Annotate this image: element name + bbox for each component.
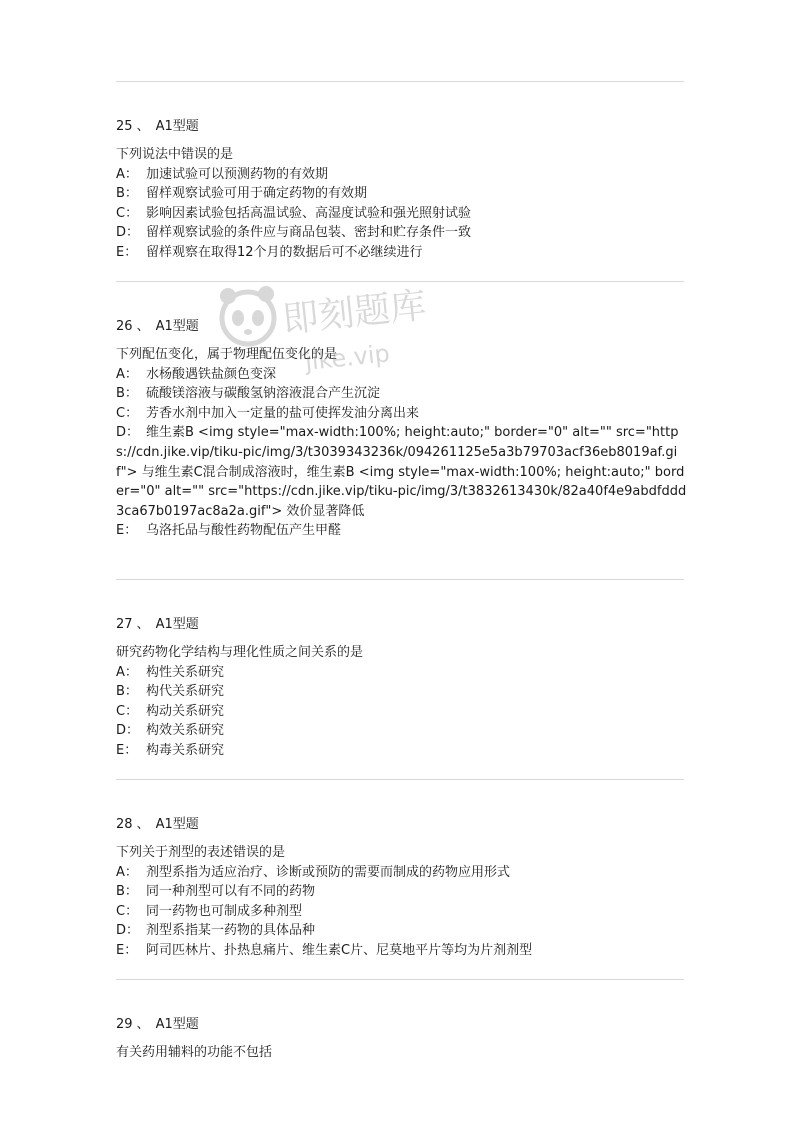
question-stem: 下列配伍变化，属于物理配伍变化的是 xyxy=(116,347,338,362)
option-letter: E： xyxy=(116,523,138,539)
option-a xyxy=(116,165,688,185)
option-text: 芳香水剂中加入一定量的盐可使挥发油分离出来 xyxy=(146,405,420,421)
option-text: 影响因素试验包括高温试验、高湿度试验和强光照射试验 xyxy=(146,205,472,221)
option-b xyxy=(116,882,688,902)
option-letter: D： xyxy=(116,723,140,739)
option-text: 同一药物也可制成多种剂型 xyxy=(146,903,303,919)
watermark-brand-cn: 即刻题库 xyxy=(280,285,429,341)
option-text: 构动关系研究 xyxy=(146,703,225,719)
option-d xyxy=(116,721,688,741)
option-text: 构效关系研究 xyxy=(146,723,225,739)
question-header xyxy=(116,317,688,337)
watermark-brand-en: jike.vip xyxy=(303,339,392,376)
option-letter: A： xyxy=(116,166,138,182)
option-c xyxy=(116,902,688,922)
question-26 xyxy=(116,317,688,541)
option-letter: B： xyxy=(116,386,138,402)
option-text: 维生素B <img style="max-width:100%; height:auto;" border="0" alt="" src="https://cdn.jike.vip/tiku-pic/img/3/t3039343236k/094261125e5a3b79703acf36eb8019af.gif"> 与维生素C混合制成溶液时，维生素B <img style="max-width:100%; height:auto;" border="0" alt="" src="https://cdn.jike.vip/tiku-pic/img/3/t3832613430k/82a40f4e9abdfddd3ca67b0197ac8a2a.gif"> 效价显著降低 xyxy=(116,425,687,519)
question-separator: 、 xyxy=(136,817,150,832)
option-text: 加速试验可以预测药物的有效期 xyxy=(146,166,329,182)
option-text: 留样观察在取得12个月的数据后可不必继续进行 xyxy=(146,244,423,260)
option-text: 同一种剂型可以有不同的药物 xyxy=(146,884,316,900)
question-type: A1型题 xyxy=(155,319,199,334)
option-letter: A： xyxy=(116,664,138,680)
question-type: A1型题 xyxy=(155,1017,199,1032)
question-separator: 、 xyxy=(136,319,150,334)
option-text: 留样观察试验可用于确定药物的有效期 xyxy=(146,186,368,202)
question-type: A1型题 xyxy=(155,617,199,632)
option-e xyxy=(116,741,688,761)
question-25 xyxy=(116,117,688,263)
option-letter: A： xyxy=(116,864,138,880)
option-c xyxy=(116,702,688,722)
option-letter: D： xyxy=(116,923,140,939)
option-text: 剂型系指某一药物的具体品种 xyxy=(146,923,316,939)
option-b xyxy=(116,184,688,204)
question-separator: 、 xyxy=(136,617,150,632)
question-header xyxy=(116,1015,688,1035)
option-c xyxy=(116,204,688,224)
option-e xyxy=(116,941,688,961)
question-number: 26 xyxy=(116,319,133,334)
divider xyxy=(116,81,684,82)
option-a xyxy=(116,663,688,683)
question-number: 27 xyxy=(116,617,133,632)
option-letter: E： xyxy=(116,244,138,260)
option-b xyxy=(116,682,688,702)
option-e xyxy=(116,243,688,263)
question-header xyxy=(116,815,688,835)
question-27 xyxy=(116,615,688,761)
option-letter: E： xyxy=(116,742,138,758)
question-separator: 、 xyxy=(136,1017,150,1032)
option-letter: B： xyxy=(116,884,138,900)
option-letter: C： xyxy=(116,903,139,919)
question-number: 25 xyxy=(116,119,133,134)
option-letter: C： xyxy=(116,703,139,719)
option-letter: D： xyxy=(116,225,140,241)
question-stem: 下列说法中错误的是 xyxy=(116,147,234,162)
option-d xyxy=(116,921,688,941)
question-header xyxy=(116,615,688,635)
question-type: A1型题 xyxy=(155,119,199,134)
question-type: A1型题 xyxy=(155,817,199,832)
option-e xyxy=(116,521,688,541)
option-text: 构性关系研究 xyxy=(146,664,225,680)
question-29 xyxy=(116,1015,688,1063)
question-separator: 、 xyxy=(136,119,150,134)
option-d xyxy=(116,423,688,521)
option-b xyxy=(116,384,688,404)
option-text: 乌洛托品与酸性药物配伍产生甲醛 xyxy=(146,523,342,539)
option-a xyxy=(116,863,688,883)
option-text: 阿司匹林片、扑热息痛片、维生素C片、尼莫地平片等均为片剂剂型 xyxy=(146,942,533,958)
question-stem: 有关药用辅料的功能不包括 xyxy=(116,1045,273,1060)
divider xyxy=(116,281,684,282)
option-c xyxy=(116,404,688,424)
question-header xyxy=(116,117,688,137)
option-text: 构毒关系研究 xyxy=(146,742,225,758)
option-letter: C： xyxy=(116,405,139,421)
question-number: 28 xyxy=(116,817,133,832)
divider xyxy=(116,979,684,980)
option-d xyxy=(116,223,688,243)
option-text: 水杨酸遇铁盐颜色变深 xyxy=(146,366,277,382)
option-a xyxy=(116,365,688,385)
option-letter: A： xyxy=(116,366,138,382)
option-letter: D： xyxy=(116,425,140,441)
option-letter: B： xyxy=(116,186,138,202)
question-number: 29 xyxy=(116,1017,133,1032)
question-28 xyxy=(116,815,688,961)
option-text: 剂型系指为适应治疗、诊断或预防的需要而制成的药物应用形式 xyxy=(146,864,511,880)
option-letter: C： xyxy=(116,205,139,221)
question-stem: 研究药物化学结构与理化性质之间关系的是 xyxy=(116,645,364,660)
divider xyxy=(116,579,684,580)
option-text: 硫酸镁溶液与碳酸氢钠溶液混合产生沉淀 xyxy=(146,386,381,402)
divider xyxy=(116,779,684,780)
question-stem: 下列关于剂型的表述错误的是 xyxy=(116,845,286,860)
option-letter: E： xyxy=(116,942,138,958)
option-letter: B： xyxy=(116,684,138,700)
option-text: 构代关系研究 xyxy=(146,684,225,700)
option-text: 留样观察试验的条件应与商品包装、密封和贮存条件一致 xyxy=(146,225,472,241)
